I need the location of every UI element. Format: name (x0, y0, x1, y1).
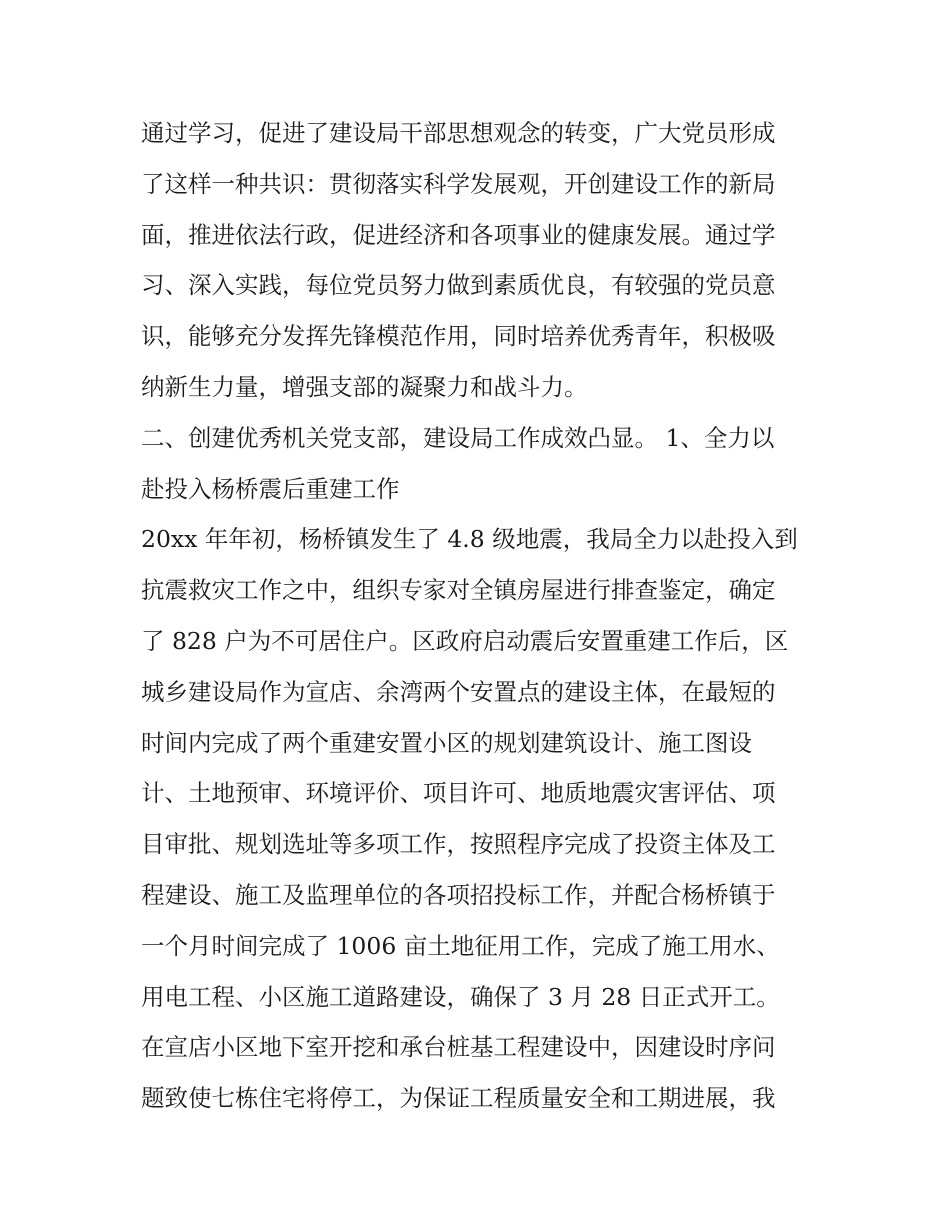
text-line: 纳新生力量，增强支部的凝聚力和战斗力。 (141, 372, 588, 401)
text-line: 习、深入实践，每位党员努力做到素质优良，有较强的党员意 (141, 271, 776, 300)
text-line: 一个月时间完成了 1006 亩土地征用工作，完成了施工用水、 (141, 931, 780, 960)
text-line: 了 828 户为不可居住户。区政府启动震后安置重建工作后，区 (141, 626, 789, 655)
text-line: 了这样一种共识：贯彻落实科学发展观，开创建设工作的新局 (141, 169, 776, 198)
text-line: 抗震救灾工作之中，组织专家对全镇房屋进行排查鉴定，确定 (141, 576, 776, 605)
text-line: 通过学习，促进了建设局干部思想观念的转变，广大党员形成 (141, 119, 776, 147)
text-line: 计、土地预审、环境评价、项目许可、地质地震灾害评估、项 (141, 779, 776, 808)
section-heading-line: 二、创建优秀机关党支部，建设局工作成效凸显。 1、全力以 (141, 423, 775, 452)
text-line: 城乡建设局作为宣店、余湾两个安置点的建设主体，在最短的 (141, 677, 776, 706)
body-text (141, 108, 821, 1124)
text-line: 时间内完成了两个重建安置小区的规划建筑设计、施工图设 (141, 728, 752, 757)
text-line: 目审批、规划选址等多项工作，按照程序完成了投资主体及工 (141, 830, 776, 859)
text-line: 题致使七栋住宅将停工，为保证工程质量安全和工期进展，我 (141, 1084, 776, 1113)
text-line: 在宣店小区地下室开挖和承台桩基工程建设中，因建设时序问 (141, 1033, 776, 1062)
text-line: 面，推进依法行政，促进经济和各项事业的健康发展。通过学 (141, 220, 776, 249)
section-heading-line: 赴投入杨桥震后重建工作 (141, 474, 400, 503)
text-line: 20xx 年年初，杨桥镇发生了 4.8 级地震，我局全力以赴投入到 (141, 525, 798, 554)
text-line: 用电工程、小区施工道路建设，确保了 3 月 28 日正式开工。 (141, 982, 780, 1011)
text-line: 程建设、施工及监理单位的各项招投标工作，并配合杨桥镇于 (141, 880, 776, 909)
text-line: 识，能够充分发挥先锋模范作用，同时培养优秀青年，积极吸 (141, 322, 776, 351)
